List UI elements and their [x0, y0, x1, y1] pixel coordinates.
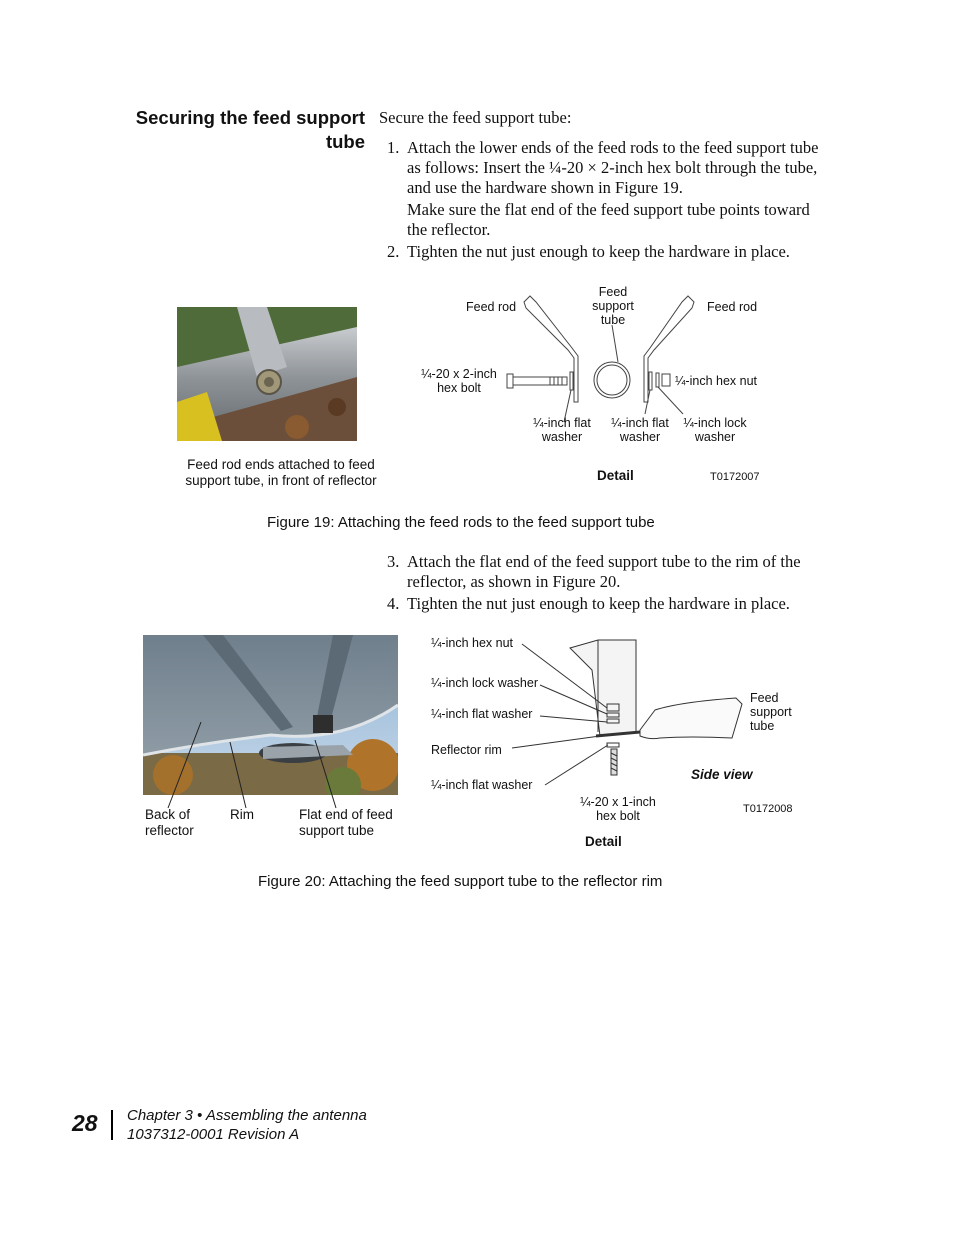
photo-leader-lines — [143, 700, 398, 810]
label-hex-nut: ¼-inch hex nut — [675, 374, 757, 388]
label-flat-washer-2: ¼-inch flat washer — [611, 416, 669, 444]
step-item: 4. Tighten the nut just enough to keep the hardware in place. — [387, 594, 790, 613]
footer-divider — [111, 1110, 113, 1140]
label-hex-bolt: ¼-20 x 2-inch hex bolt — [421, 367, 497, 395]
label-feed-rod-left: Feed rod — [466, 300, 517, 314]
label-detail-20: Detail — [585, 834, 622, 849]
label-hex-bolt-20: ¼-20 x 1-inch hex bolt — [580, 795, 656, 823]
label-flat-end: Flat end of feed support tube — [299, 807, 393, 838]
page-number: 28 — [72, 1110, 98, 1136]
label-feed-support-tube: Feed support tube — [592, 285, 634, 327]
label-flat-washer-1: ¼-inch flat washer — [533, 416, 591, 444]
label-flat-washer-top: ¼-inch flat washer — [431, 707, 533, 721]
footer-doc-id: 1037312-0001 Revision A — [127, 1126, 300, 1143]
section-heading: Securing the feed support tube — [135, 107, 365, 152]
figure-code-19: T0172007 — [710, 471, 760, 483]
label-hex-nut-20: ¼-inch hex nut — [431, 636, 513, 650]
label-feed-rod-right: Feed rod — [707, 300, 758, 314]
label-rim: Rim — [230, 807, 254, 822]
body-text-b — [379, 552, 829, 616]
photo-caption-19: Feed rod ends attached to feed support tube, in front of reflector — [185, 457, 377, 488]
label-reflector-rim: Reflector rim — [431, 743, 502, 757]
label-lock-washer-20: ¼-inch lock washer — [431, 676, 538, 690]
step-item: 1. Attach the lower ends of the feed rods to the feed support tube as follows: Insert the ¼-20 × 2-inch hex bolt through the tube, and use the hardware shown in Figure 19. Make sure the flat end of the feed support tube points toward the reflector. — [387, 138, 819, 239]
figure-caption-19: Figure 19: Attaching the feed rods to the feed support tube — [267, 514, 655, 531]
figure-caption-20: Figure 20: Attaching the feed support tube to the reflector rim — [258, 873, 663, 890]
side-view-diagram — [500, 630, 750, 790]
figure-code-20: T0172008 — [743, 803, 793, 815]
footer-info — [127, 1106, 367, 1144]
label-side-view: Side view — [691, 767, 753, 782]
label-lock-washer: ¼-inch lock washer — [683, 416, 747, 444]
step-list-a — [379, 138, 829, 262]
label-flat-washer-bottom: ¼-inch flat washer — [431, 778, 533, 792]
label-feed-support-tube-20: Feed support tube — [750, 691, 792, 733]
label-detail-19: Detail — [597, 468, 634, 483]
step-item: 2. Tighten the nut just enough to keep the hardware in place. — [387, 242, 790, 261]
feed-rod-photo — [177, 307, 357, 441]
step-item: 3. Attach the flat end of the feed support tube to the rim of the reflector, as shown in Figure 20. — [387, 552, 801, 591]
footer-chapter: Chapter 3 • Assembling the antenna — [127, 1107, 367, 1124]
step-list-b — [379, 552, 829, 614]
body-text-a — [379, 108, 829, 264]
label-back-of-reflector: Back of reflector — [145, 807, 194, 838]
intro-text: Secure the feed support tube: — [379, 108, 572, 127]
